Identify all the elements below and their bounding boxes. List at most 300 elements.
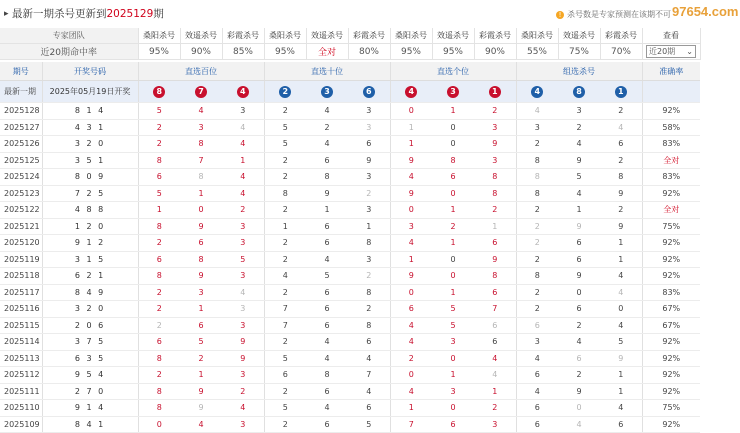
kill-value: 2 [492, 403, 498, 413]
kill-cell [138, 152, 180, 169]
row-issue: 2025110 [0, 400, 42, 417]
kill-cell [600, 367, 642, 384]
kill-value: 1 [618, 238, 624, 248]
kill-cell [600, 202, 642, 219]
kill-cell [600, 400, 642, 417]
kill-cell [432, 416, 474, 433]
kill-value: 2 [492, 106, 498, 116]
kill-cell [516, 383, 558, 400]
kill-value: 4 [576, 139, 582, 149]
kill-cell [306, 152, 348, 169]
kill-cell [138, 119, 180, 136]
kill-value: 6 [366, 139, 372, 149]
kill-cell [558, 416, 600, 433]
kill-value: 1 [492, 386, 498, 396]
row-issue: 2025127 [0, 119, 42, 136]
kill-cell [306, 400, 348, 417]
kill-value: 2 [282, 106, 288, 116]
kill-ball: 1 [489, 86, 501, 98]
kill-value: 6 [198, 320, 204, 330]
kill-cell [600, 268, 642, 285]
kill-cell [600, 136, 642, 153]
kill-value: 3 [450, 337, 456, 347]
kill-value: 4 [366, 386, 372, 396]
kill-cell [264, 185, 306, 202]
row-draw-number: 3 7 5 [42, 334, 138, 351]
latest-ball-cell [516, 81, 558, 103]
row-accuracy: 83% [642, 284, 700, 301]
kill-cell [306, 103, 348, 120]
kill-cell [432, 350, 474, 367]
kill-cell [306, 301, 348, 318]
kill-value: 6 [324, 287, 330, 297]
kill-value: 0 [450, 188, 456, 198]
kill-value: 5 [156, 188, 162, 198]
latest-label: 最新一期 [0, 81, 42, 103]
kill-cell [516, 251, 558, 268]
kill-value: 1 [450, 205, 456, 215]
history-row [0, 169, 700, 186]
period-select-value: 近20期 [649, 47, 676, 56]
kill-cell [600, 334, 642, 351]
kill-value: 3 [198, 287, 204, 297]
kill-cell [432, 251, 474, 268]
kill-value: 9 [618, 221, 624, 231]
kill-cell [348, 235, 390, 252]
row-draw-number: 6 3 5 [42, 350, 138, 367]
row-draw-number: 8 0 9 [42, 169, 138, 186]
kill-value: 4 [576, 337, 582, 347]
kill-cell [558, 136, 600, 153]
kill-value: 2 [282, 238, 288, 248]
kill-cell [474, 119, 516, 136]
kill-cell [516, 301, 558, 318]
kill-value: 8 [198, 254, 204, 264]
row-accuracy: 75% [642, 218, 700, 235]
row-accuracy: 75% [642, 400, 700, 417]
row-draw-number: 9 5 4 [42, 367, 138, 384]
kill-cell [600, 383, 642, 400]
kill-cell [222, 251, 264, 268]
kill-cell [222, 350, 264, 367]
row-accuracy: 92% [642, 334, 700, 351]
kill-value: 2 [576, 122, 582, 132]
kill-cell [306, 350, 348, 367]
kill-cell [558, 284, 600, 301]
kill-value: 6 [492, 320, 498, 330]
kill-value: 7 [408, 419, 414, 429]
kill-value: 4 [324, 254, 330, 264]
kill-cell [516, 235, 558, 252]
kill-cell [138, 400, 180, 417]
kill-value: 6 [534, 403, 540, 413]
expert-name: 彩霞杀号 [600, 28, 642, 44]
kill-value: 2 [408, 353, 414, 363]
kill-cell [516, 119, 558, 136]
kill-cell [558, 301, 600, 318]
kill-cell [390, 284, 432, 301]
kill-value: 0 [450, 139, 456, 149]
kill-cell [516, 350, 558, 367]
kill-cell [558, 268, 600, 285]
kill-value: 8 [282, 188, 288, 198]
kill-cell [222, 301, 264, 318]
kill-value: 1 [198, 188, 204, 198]
kill-cell [264, 284, 306, 301]
kill-cell [474, 235, 516, 252]
chevron-down-icon: ⌄ [686, 47, 693, 56]
kill-value: 3 [492, 419, 498, 429]
latest-ball-cell [306, 81, 348, 103]
col-accuracy: 准确率 [642, 62, 700, 81]
kill-cell [516, 400, 558, 417]
kill-value: 9 [240, 337, 246, 347]
kill-value: 1 [156, 205, 162, 215]
kill-value: 4 [240, 403, 246, 413]
kill-cell [474, 185, 516, 202]
row-accuracy: 83% [642, 136, 700, 153]
history-row [0, 152, 700, 169]
kill-cell [600, 284, 642, 301]
kill-cell [264, 383, 306, 400]
history-row [0, 383, 700, 400]
kill-value: 2 [156, 139, 162, 149]
kill-value: 9 [408, 188, 414, 198]
kill-cell [348, 400, 390, 417]
kill-cell [600, 235, 642, 252]
history-row [0, 416, 700, 433]
kill-cell [264, 416, 306, 433]
kill-cell [390, 400, 432, 417]
kill-cell [390, 383, 432, 400]
kill-cell [474, 317, 516, 334]
kill-value: 4 [198, 106, 204, 116]
row-accuracy: 92% [642, 103, 700, 120]
kill-value: 2 [156, 320, 162, 330]
kill-cell [180, 416, 222, 433]
kill-cell [138, 284, 180, 301]
row-accuracy: 92% [642, 185, 700, 202]
expert-table [0, 28, 701, 60]
kill-cell [348, 169, 390, 186]
kill-cell [516, 317, 558, 334]
kill-value: 4 [408, 386, 414, 396]
kill-cell [180, 350, 222, 367]
kill-value: 4 [408, 320, 414, 330]
kill-value: 3 [534, 122, 540, 132]
kill-value: 2 [534, 205, 540, 215]
row-issue: 2025120 [0, 235, 42, 252]
kill-cell [390, 350, 432, 367]
kill-cell [180, 251, 222, 268]
row-accuracy: 92% [642, 268, 700, 285]
kill-value: 3 [240, 419, 246, 429]
kill-value: 1 [240, 155, 246, 165]
kill-value: 3 [450, 386, 456, 396]
kill-cell [558, 235, 600, 252]
kill-cell [264, 367, 306, 384]
kill-value: 2 [366, 188, 372, 198]
kill-cell [180, 317, 222, 334]
expert-hit-rate: 75% [558, 44, 600, 60]
latest-ball-cell [180, 81, 222, 103]
kill-value: 2 [282, 287, 288, 297]
kill-cell [390, 416, 432, 433]
kill-cell [348, 317, 390, 334]
info-icon: ! [556, 11, 564, 19]
kill-cell [222, 334, 264, 351]
kill-cell [180, 103, 222, 120]
row-accuracy: 58% [642, 119, 700, 136]
expert-name: 桑阳杀号 [138, 28, 180, 44]
kill-cell [390, 251, 432, 268]
kill-value: 4 [534, 106, 540, 116]
kill-value: 0 [450, 271, 456, 281]
kill-value: 9 [240, 353, 246, 363]
history-row [0, 136, 700, 153]
kill-value: 5 [366, 419, 372, 429]
kill-cell [348, 202, 390, 219]
kill-cell [432, 202, 474, 219]
expert-name: 彩霞杀号 [348, 28, 390, 44]
kill-value: 7 [492, 304, 498, 314]
kill-cell [348, 416, 390, 433]
kill-value: 4 [618, 403, 624, 413]
kill-value: 4 [240, 188, 246, 198]
expert-hit-rate: 90% [180, 44, 222, 60]
row-draw-number: 8 1 4 [42, 103, 138, 120]
kill-cell [432, 268, 474, 285]
kill-value: 9 [324, 188, 330, 198]
col-hundreds: 直选百位 [138, 62, 264, 81]
row-accuracy: 67% [642, 301, 700, 318]
kill-cell [558, 185, 600, 202]
kill-cell [390, 218, 432, 235]
kill-value: 0 [408, 370, 414, 380]
column-header-row [0, 62, 700, 81]
kill-value: 2 [282, 386, 288, 396]
period-select[interactable] [646, 45, 696, 58]
kill-value: 2 [240, 386, 246, 396]
kill-value: 6 [576, 238, 582, 248]
kill-cell [558, 169, 600, 186]
kill-cell [222, 367, 264, 384]
kill-value: 4 [324, 403, 330, 413]
kill-value: 4 [576, 419, 582, 429]
history-row [0, 268, 700, 285]
kill-cell [474, 367, 516, 384]
row-issue: 2025109 [0, 416, 42, 433]
kill-cell [348, 284, 390, 301]
kill-cell [516, 268, 558, 285]
kill-cell [348, 367, 390, 384]
kill-value: 3 [240, 106, 246, 116]
kill-value: 2 [282, 337, 288, 347]
kill-cell [180, 268, 222, 285]
kill-cell [390, 202, 432, 219]
kill-cell [138, 202, 180, 219]
kill-value: 8 [534, 172, 540, 182]
kill-value: 1 [324, 205, 330, 215]
expert-hit-rate: 85% [222, 44, 264, 60]
kill-value: 8 [156, 155, 162, 165]
kill-cell [264, 136, 306, 153]
kill-value: 2 [156, 122, 162, 132]
kill-value: 1 [618, 254, 624, 264]
kill-cell [348, 136, 390, 153]
kill-cell [222, 185, 264, 202]
kill-value: 9 [198, 271, 204, 281]
kill-value: 3 [366, 205, 372, 215]
kill-cell [600, 301, 642, 318]
kill-cell [516, 367, 558, 384]
kill-cell [348, 218, 390, 235]
kill-cell [180, 334, 222, 351]
row-draw-number: 2 7 0 [42, 383, 138, 400]
kill-cell [516, 103, 558, 120]
kill-value: 4 [576, 188, 582, 198]
kill-value: 2 [450, 221, 456, 231]
kill-value: 8 [366, 320, 372, 330]
row-issue: 2025122 [0, 202, 42, 219]
kill-value: 9 [576, 221, 582, 231]
col-number: 开奖号码 [42, 62, 138, 81]
kill-value: 2 [240, 205, 246, 215]
row-issue: 2025123 [0, 185, 42, 202]
kill-value: 1 [408, 122, 414, 132]
kill-cell [348, 152, 390, 169]
kill-cell [222, 218, 264, 235]
history-row [0, 251, 700, 268]
kill-value: 5 [618, 337, 624, 347]
kill-value: 4 [240, 139, 246, 149]
kill-cell [516, 284, 558, 301]
kill-value: 0 [408, 287, 414, 297]
kill-value: 6 [366, 337, 372, 347]
kill-cell [306, 367, 348, 384]
kill-cell [180, 152, 222, 169]
row-accuracy: 全对 [642, 152, 700, 169]
kill-value: 6 [324, 238, 330, 248]
kill-value: 8 [534, 155, 540, 165]
kill-cell [600, 152, 642, 169]
kill-value: 2 [156, 287, 162, 297]
kill-ball: 8 [573, 86, 585, 98]
kill-value: 4 [240, 122, 246, 132]
kill-value: 6 [324, 419, 330, 429]
history-row [0, 367, 700, 384]
kill-value: 5 [450, 320, 456, 330]
kill-value: 2 [534, 221, 540, 231]
kill-cell [180, 400, 222, 417]
kill-value: 2 [282, 254, 288, 264]
kill-cell [432, 103, 474, 120]
kill-value: 6 [198, 238, 204, 248]
kill-cell [432, 317, 474, 334]
kill-value: 9 [366, 155, 372, 165]
kill-cell [180, 301, 222, 318]
kill-cell [180, 284, 222, 301]
kill-ball: 3 [321, 86, 333, 98]
kill-value: 3 [366, 254, 372, 264]
kill-cell [138, 218, 180, 235]
kill-cell [348, 251, 390, 268]
kill-value: 4 [408, 337, 414, 347]
kill-cell [474, 136, 516, 153]
expert-hit-rate: 95% [432, 44, 474, 60]
kill-cell [264, 169, 306, 186]
kill-cell [432, 383, 474, 400]
kill-value: 2 [366, 271, 372, 281]
kill-value: 0 [408, 106, 414, 116]
kill-cell [432, 136, 474, 153]
kill-value: 0 [576, 403, 582, 413]
kill-cell [306, 317, 348, 334]
kill-cell [558, 119, 600, 136]
kill-cell [180, 136, 222, 153]
kill-cell [474, 416, 516, 433]
kill-value: 3 [240, 238, 246, 248]
kill-cell [306, 218, 348, 235]
kill-cell [264, 268, 306, 285]
kill-cell [138, 169, 180, 186]
kill-value: 2 [534, 238, 540, 248]
kill-value: 4 [492, 370, 498, 380]
kill-value: 1 [618, 370, 624, 380]
kill-value: 6 [492, 337, 498, 347]
history-row [0, 202, 700, 219]
kill-value: 1 [450, 238, 456, 248]
kill-cell [222, 136, 264, 153]
kill-value: 6 [324, 155, 330, 165]
kill-table [0, 62, 700, 433]
kill-value: 1 [408, 254, 414, 264]
kill-value: 4 [282, 271, 288, 281]
latest-ball-cell [432, 81, 474, 103]
kill-value: 9 [198, 386, 204, 396]
kill-cell [348, 383, 390, 400]
kill-cell [516, 218, 558, 235]
period-select-cell [642, 44, 700, 60]
kill-cell [264, 400, 306, 417]
kill-cell [222, 284, 264, 301]
kill-cell [432, 334, 474, 351]
kill-cell [264, 235, 306, 252]
row-accuracy: 92% [642, 367, 700, 384]
expert-name: 桑阳杀号 [264, 28, 306, 44]
kill-cell [264, 103, 306, 120]
kill-value: 5 [282, 353, 288, 363]
kill-cell [600, 169, 642, 186]
kill-cell [474, 268, 516, 285]
kill-cell [432, 235, 474, 252]
kill-value: 8 [492, 188, 498, 198]
kill-value: 6 [576, 353, 582, 363]
row-issue: 2025119 [0, 251, 42, 268]
row-accuracy: 92% [642, 350, 700, 367]
kill-cell [348, 185, 390, 202]
kill-cell [432, 119, 474, 136]
kill-cell [306, 383, 348, 400]
row-draw-number: 4 8 8 [42, 202, 138, 219]
kill-cell [222, 235, 264, 252]
kill-cell [558, 218, 600, 235]
col-ones: 直选个位 [390, 62, 516, 81]
kill-value: 1 [492, 221, 498, 231]
kill-cell [222, 416, 264, 433]
row-draw-number: 3 2 0 [42, 301, 138, 318]
kill-value: 4 [618, 287, 624, 297]
